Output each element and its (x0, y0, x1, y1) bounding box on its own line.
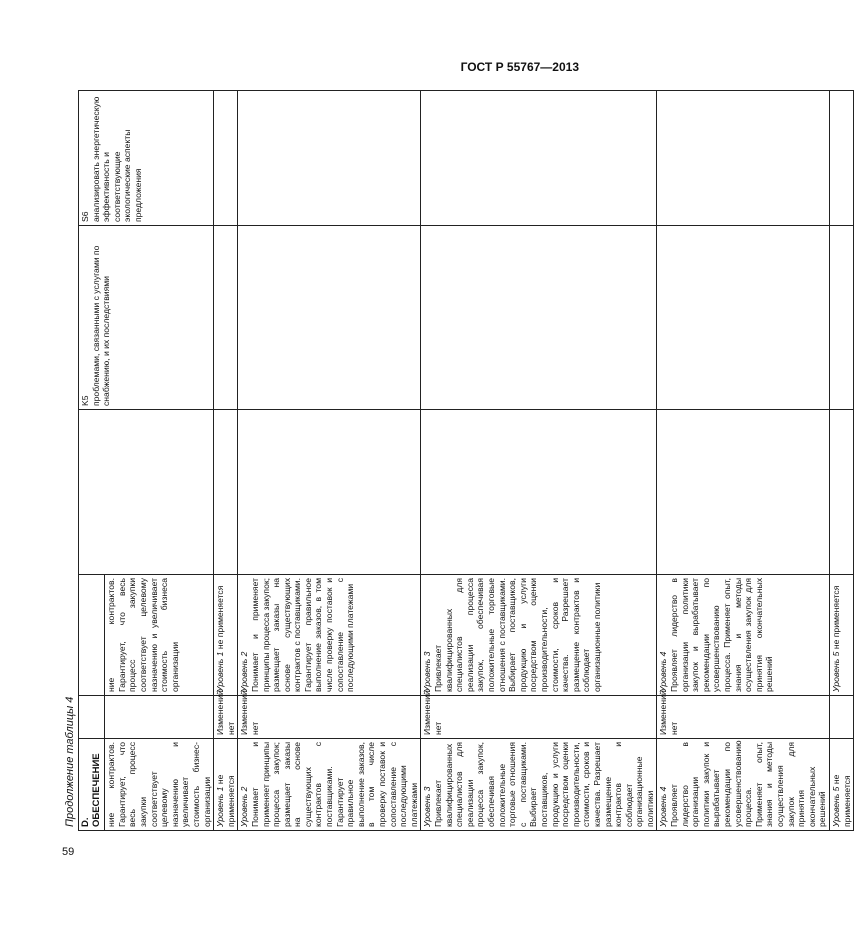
table-cell: ние контрактов. Гарантирует, что весь процесс закупки соответствует целевому назначению и увеличивает стоимость бизнес-организации (105, 739, 214, 831)
knowledge-text: проблемами, связанными с услугами по снабжению, и их последствиями (90, 245, 112, 406)
level-cell (214, 739, 238, 831)
level-label: Уровень 5 (830, 651, 841, 692)
table-cell (421, 91, 657, 226)
changes-cell: Изменений нет (214, 696, 238, 739)
table-row (421, 91, 657, 831)
table-cell (421, 410, 657, 575)
table-cell (79, 696, 105, 739)
level-text: Проявляет лидерство в организации политики закупок и вырабатывает рекомендации по усовершенствованию процесса. Применяет опыт, знания и методы осуществления закупок для принятия окончательных решений (669, 578, 775, 692)
table-row (238, 91, 421, 831)
changes-cell: Изменений нет (238, 696, 421, 739)
table-cell (238, 226, 421, 410)
knowledge-code: K5 (80, 395, 90, 406)
level-label: Уровень 2 (239, 786, 250, 827)
rotated-table-block (62, 91, 852, 831)
table-cell (829, 91, 853, 226)
level-cell (657, 575, 830, 696)
skill-code: S6 (80, 211, 90, 222)
level-cell (829, 739, 853, 831)
level-cell (421, 739, 657, 831)
page-number: 59 (62, 846, 75, 858)
table-row (214, 91, 238, 831)
table-cell (657, 226, 830, 410)
changes-cell (829, 696, 853, 739)
table-row (829, 91, 853, 831)
table-cell: ние контрактов. Гарантирует, что весь процесс закупки соответствует целевому назначению и увеличивает стоимость бизнеса организации (105, 575, 214, 696)
level-text: не применяется (830, 774, 852, 827)
level-cell (238, 739, 421, 831)
table-cell (657, 410, 830, 575)
skill-text: анализировать энергетическую эффективность и соответствующие экологические аспекты предложения (90, 96, 143, 222)
table-cell (79, 575, 105, 696)
level-label: Уровень 1 (215, 786, 226, 827)
table-cell (214, 226, 238, 410)
table-cell (238, 91, 421, 226)
knowledge-cell (79, 226, 214, 410)
level-text: Привлекает квалифицированных специалистов для реализации процесса закупок, обеспечивая положительные торговые отношения с поставщиками. Выбирает поставщиков, продукцию и услуги посредством оценки производительности, стоимости, сроков и качества. Разрешает размещение контрактов и соблюдает организационные политики (433, 742, 655, 827)
level-cell (657, 739, 830, 831)
level-text: Проявляет лидерство в организации политики закупок и вырабатывает рекомендации по усовершенствованию процесса. Применяет опыт, знания и методы осуществления закупок для принятия окончательных решений (669, 740, 828, 827)
table-cell (105, 696, 214, 739)
section-title: D. ОБЕСПЕЧЕНИЕ (79, 739, 105, 831)
level-label: Уровень 4 (658, 651, 669, 692)
table-cell (829, 410, 853, 575)
level-cell (421, 575, 657, 696)
level-label: Уровень 2 (239, 651, 250, 692)
page-header: ГОСТ Р 55767—2013 (460, 60, 579, 74)
level-label: Уровень 5 (830, 786, 841, 827)
competence-table (78, 90, 854, 831)
level-label: Уровень 3 (422, 651, 433, 692)
table-caption: Продолжение таблицы 4 (64, 696, 76, 827)
table-cell (238, 410, 421, 575)
level-text: Понимает и применяет принципы процесса закупок; размещает заказы на основе существующих контрактов с поставщиками. Гарантирует правильное выполнение заказов, в том числе проверку поставок и сопоставление с последующими платежами (249, 742, 419, 827)
table-cell (214, 91, 238, 226)
level-label: Уровень 4 (658, 786, 669, 827)
level-text: не применяется (830, 585, 841, 650)
skill-cell (79, 91, 214, 226)
table-cell (657, 91, 830, 226)
level-cell (214, 575, 238, 696)
table-cell (829, 226, 853, 410)
table-cell (421, 226, 657, 410)
changes-cell: Изменений нет (657, 696, 830, 739)
level-cell (238, 575, 421, 696)
section-row (79, 91, 105, 831)
level-cell (829, 575, 853, 696)
changes-cell: Изменений нет (421, 696, 657, 739)
table-cell (79, 410, 214, 575)
table-row (657, 91, 830, 831)
table-cell (214, 410, 238, 575)
level-label: Уровень 1 (215, 651, 226, 692)
level-text: Понимает и применяет принципы процесса закупок; размещает заказы на основе существующих контрактов с поставщиками. Гарантирует правильное выполнение заказов, в том числе проверку поставок и сопоставление с последующими платежами (249, 578, 356, 692)
level-text: не применяется (215, 585, 226, 650)
level-label: Уровень 3 (422, 786, 433, 827)
level-text: не применяется (215, 774, 236, 827)
level-text: Привлекает квалифицированных специалистов для реализации процесса закупок, обеспечивая положительные торговые отношения с поставщиками. Выбирает поставщиков, продукцию и услуги посредством оценки производительности, стоимости, сроков и качества. Разрешает размещение контрактов и соблюдает организационные политики (433, 578, 602, 692)
